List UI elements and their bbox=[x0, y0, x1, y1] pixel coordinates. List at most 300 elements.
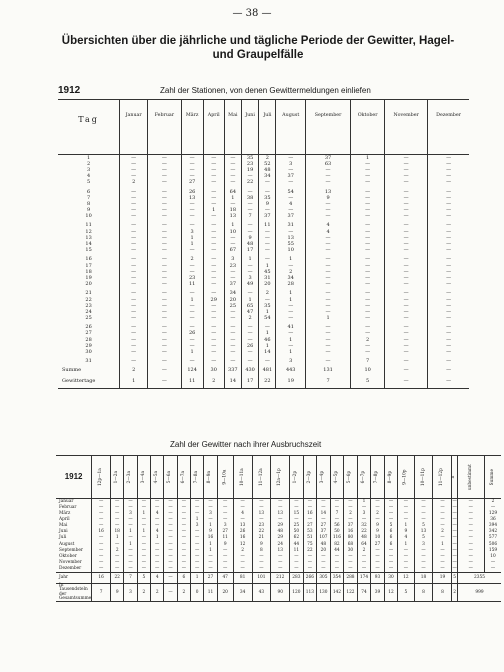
table-cell: 17 bbox=[241, 376, 258, 389]
table-cell: — bbox=[148, 269, 181, 275]
table-cell: 6 bbox=[384, 542, 398, 548]
table-cell: 13 bbox=[414, 529, 433, 535]
table-cell: 1 bbox=[120, 376, 148, 389]
table-cell: 159 bbox=[484, 548, 501, 554]
table-cell: — bbox=[224, 241, 241, 247]
table-cell: 1 bbox=[398, 542, 414, 548]
month-label: Januar bbox=[59, 498, 74, 504]
table-cell: 30 bbox=[344, 548, 358, 554]
table-cell: 34 bbox=[276, 275, 306, 281]
table-cell: — bbox=[384, 548, 398, 554]
table-cell: — bbox=[452, 517, 457, 523]
table-cell: 9 bbox=[252, 542, 271, 548]
table-cell: 37 bbox=[224, 282, 241, 288]
table-cell: 6 bbox=[384, 536, 398, 542]
table-cell: — bbox=[428, 325, 469, 331]
table-cell: 48 bbox=[357, 536, 371, 542]
table-cell: — bbox=[351, 248, 385, 254]
table-cell: — bbox=[398, 517, 414, 523]
table-cell: 2 bbox=[137, 584, 150, 602]
table-cell: — bbox=[259, 325, 276, 331]
table-cell: — bbox=[385, 376, 428, 389]
table-cell: 7 bbox=[351, 359, 385, 365]
day-label: 7 bbox=[87, 194, 91, 201]
table-cell: 8 bbox=[252, 548, 271, 554]
table-cell: 5 bbox=[452, 573, 457, 584]
table-cell: — bbox=[344, 560, 358, 566]
day-label: 17 bbox=[85, 262, 92, 269]
day-label: 24 bbox=[85, 308, 92, 315]
table-cell: — bbox=[398, 499, 414, 506]
table-cell: — bbox=[120, 309, 148, 315]
hour-label: 9—10p bbox=[402, 469, 408, 485]
table-cell: — bbox=[224, 155, 241, 162]
table-cell: — bbox=[484, 566, 501, 573]
table-cell: — bbox=[351, 189, 385, 195]
table-cell: — bbox=[484, 560, 501, 566]
table-cell: — bbox=[385, 201, 428, 207]
table-cell: — bbox=[276, 229, 306, 235]
table-cell: — bbox=[111, 499, 124, 506]
table-cell: 18 bbox=[111, 529, 124, 535]
table-cell: 1 bbox=[124, 529, 137, 535]
month-label: März bbox=[59, 511, 71, 517]
table-cell: 1 bbox=[191, 573, 204, 584]
table-cell: — bbox=[191, 566, 204, 573]
table-cell: 63 bbox=[305, 161, 350, 167]
table-cell: — bbox=[414, 554, 433, 560]
day-label: 27 bbox=[85, 330, 92, 337]
table-cell: — bbox=[111, 542, 124, 548]
table-cell: — bbox=[433, 548, 452, 554]
table-cell: — bbox=[233, 517, 252, 523]
table-cell: — bbox=[305, 174, 350, 180]
table-cell: — bbox=[137, 554, 150, 560]
table-cell: — bbox=[137, 542, 150, 548]
table-cell: — bbox=[259, 248, 276, 254]
table-cell: — bbox=[259, 180, 276, 186]
table-cell: — bbox=[351, 167, 385, 173]
table-cell: — bbox=[385, 235, 428, 241]
table-cell: 64 bbox=[357, 542, 371, 548]
table-cell: — bbox=[217, 511, 233, 517]
table-cell: — bbox=[148, 303, 181, 309]
table-cell: — bbox=[120, 359, 148, 365]
table-cell: — bbox=[203, 229, 224, 235]
table-cell: — bbox=[276, 195, 306, 201]
table-cell: — bbox=[351, 241, 385, 247]
month-label: Oktober bbox=[59, 553, 77, 559]
table-cell: 10 bbox=[484, 554, 501, 560]
table-cell: — bbox=[384, 505, 398, 511]
table-cell: — bbox=[241, 229, 258, 235]
table-cell: — bbox=[241, 189, 258, 195]
table-cell: — bbox=[120, 241, 148, 247]
table-cell: — bbox=[428, 155, 469, 162]
table-cell: — bbox=[271, 566, 290, 573]
table-cell: — bbox=[414, 517, 433, 523]
column-header-hour bbox=[137, 456, 150, 499]
table-cell: 35 bbox=[259, 195, 276, 201]
table-cell: — bbox=[92, 517, 111, 523]
table-cell: — bbox=[385, 248, 428, 254]
table-cell: — bbox=[177, 517, 190, 523]
table-cell: — bbox=[330, 505, 344, 511]
table-cell: — bbox=[259, 297, 276, 303]
table-cell: — bbox=[181, 155, 203, 162]
table-cell: — bbox=[203, 316, 224, 322]
table-cell: — bbox=[164, 529, 177, 535]
day-label: 28 bbox=[85, 336, 92, 343]
table-cell: — bbox=[191, 499, 204, 506]
table-cell: 9 bbox=[204, 529, 217, 535]
table-cell: — bbox=[191, 511, 204, 517]
table-cell: 16 bbox=[233, 536, 252, 542]
table-cell: — bbox=[164, 523, 177, 529]
table-cell: 443 bbox=[276, 365, 306, 376]
table-cell: 17 bbox=[241, 248, 258, 254]
table-cell: — bbox=[305, 291, 350, 297]
table-cell: 27 bbox=[181, 180, 203, 186]
table-cell: — bbox=[120, 208, 148, 214]
table-cell: — bbox=[120, 229, 148, 235]
table-cell: 131 bbox=[305, 365, 350, 376]
table-cell: — bbox=[191, 560, 204, 566]
table-cell: — bbox=[385, 223, 428, 229]
table-cell: — bbox=[317, 554, 331, 560]
table-cell: — bbox=[137, 560, 150, 566]
table-cell: — bbox=[357, 517, 371, 523]
table-cell: 23 bbox=[181, 275, 203, 281]
day-label: 11 bbox=[85, 222, 92, 229]
table-cell: — bbox=[148, 365, 181, 376]
table-cell: 32 bbox=[357, 523, 371, 529]
table-cell: — bbox=[317, 499, 331, 506]
table-cell: — bbox=[181, 291, 203, 297]
table-cell: — bbox=[317, 505, 331, 511]
table-cell: 13 bbox=[271, 548, 290, 554]
table-cell: 30 bbox=[203, 365, 224, 376]
table-cell: — bbox=[120, 248, 148, 254]
table-cell: 9 bbox=[305, 195, 350, 201]
table-cell: 7 bbox=[124, 573, 137, 584]
table-cell: — bbox=[414, 505, 433, 511]
table-cell: — bbox=[241, 325, 258, 331]
table-cell: — bbox=[203, 257, 224, 263]
table-cell: — bbox=[204, 499, 217, 506]
table-cell: — bbox=[92, 560, 111, 566]
column-header-hour bbox=[217, 456, 233, 499]
table-cell: — bbox=[305, 343, 350, 349]
table-cell: — bbox=[252, 499, 271, 506]
table-cell: 4 bbox=[151, 529, 164, 535]
table-cell: 51 bbox=[303, 536, 317, 542]
table-cell: 113 bbox=[303, 584, 317, 602]
table-cell: 55 bbox=[276, 241, 306, 247]
day-label: 13 bbox=[85, 234, 92, 241]
table-cell: 9 bbox=[111, 584, 124, 602]
table-cell: — bbox=[385, 161, 428, 167]
table-cell: 129 bbox=[484, 511, 501, 517]
table-cell: — bbox=[148, 180, 181, 186]
table-cell: — bbox=[120, 214, 148, 220]
table-cell: — bbox=[204, 505, 217, 511]
table-cell: — bbox=[164, 499, 177, 506]
column-header-hour bbox=[398, 456, 414, 499]
day-label: 12 bbox=[85, 228, 92, 235]
table-cell: 1 bbox=[276, 337, 306, 343]
table-cell: — bbox=[276, 303, 306, 309]
row-label: In Tausendsteln der Gesamtsumme bbox=[56, 584, 92, 602]
table-cell: — bbox=[203, 195, 224, 201]
table-cell: 20 bbox=[217, 584, 233, 602]
table-cell: — bbox=[457, 529, 484, 535]
column-header-hour bbox=[124, 456, 137, 499]
table-cell: — bbox=[148, 291, 181, 297]
table-cell: 101 bbox=[252, 573, 271, 584]
table-cell: — bbox=[305, 235, 350, 241]
table-cell: 5 bbox=[351, 376, 385, 389]
table-cell: 12 bbox=[384, 584, 398, 602]
table-cell: 16 bbox=[92, 573, 111, 584]
table-cell: 37 bbox=[276, 214, 306, 220]
table-cell: — bbox=[305, 349, 350, 355]
table-cell: — bbox=[148, 316, 181, 322]
table-cell: — bbox=[241, 263, 258, 269]
table-cell: — bbox=[191, 529, 204, 535]
table-cell: — bbox=[203, 343, 224, 349]
table-cell: — bbox=[271, 517, 290, 523]
table-cell: 36 bbox=[484, 517, 501, 523]
table-cell: — bbox=[351, 263, 385, 269]
table-cell: — bbox=[357, 505, 371, 511]
table-cell: — bbox=[241, 359, 258, 365]
table-cell: — bbox=[181, 223, 203, 229]
table-cell: — bbox=[398, 505, 414, 511]
table-cell: — bbox=[120, 291, 148, 297]
table-cell: — bbox=[92, 523, 111, 529]
table-cell: 16 bbox=[92, 529, 111, 535]
hour-label: 6—7p bbox=[360, 470, 366, 484]
table-cell: 13 bbox=[252, 511, 271, 517]
table-cell: — bbox=[92, 548, 111, 554]
table-cell: — bbox=[203, 303, 224, 309]
day-label: 1 bbox=[87, 154, 91, 161]
table-cell: — bbox=[120, 155, 148, 162]
table-cell: — bbox=[385, 303, 428, 309]
table-cell: — bbox=[124, 536, 137, 542]
table-cell: — bbox=[120, 167, 148, 173]
table-cell: — bbox=[124, 554, 137, 560]
table-cell: 3 bbox=[224, 257, 241, 263]
table-cell: — bbox=[148, 376, 181, 389]
table-cell: — bbox=[452, 529, 457, 535]
table-cell: — bbox=[371, 560, 385, 566]
table-cell: 44 bbox=[290, 542, 304, 548]
table-cell: — bbox=[111, 517, 124, 523]
table-cell: — bbox=[203, 331, 224, 337]
table-cell: 1 bbox=[259, 343, 276, 349]
table-cell: — bbox=[414, 499, 433, 506]
day-label: 22 bbox=[85, 296, 92, 303]
table-cell: 1 bbox=[204, 523, 217, 529]
table-cell: — bbox=[124, 548, 137, 554]
table-cell: — bbox=[137, 517, 150, 523]
table-cell: — bbox=[305, 282, 350, 288]
table-cell: — bbox=[164, 566, 177, 573]
table1-year: 1912 bbox=[58, 85, 81, 96]
column-header-month: Oktober bbox=[351, 100, 385, 155]
table-cell: — bbox=[351, 214, 385, 220]
table-cell: 120 bbox=[290, 584, 304, 602]
table-cell: — bbox=[92, 511, 111, 517]
table-cell: — bbox=[148, 263, 181, 269]
table-cell: — bbox=[385, 316, 428, 322]
table-cell: 2 bbox=[452, 584, 457, 602]
table-cell: — bbox=[137, 566, 150, 573]
table-cell: 22 bbox=[259, 376, 276, 389]
table-cell: — bbox=[351, 161, 385, 167]
table-cell: 9 bbox=[371, 529, 385, 535]
table-cell: — bbox=[120, 161, 148, 167]
table-cell: 34 bbox=[224, 291, 241, 297]
table-cell: 1 bbox=[276, 297, 306, 303]
table-cell: — bbox=[148, 189, 181, 195]
table-cell: 11 bbox=[181, 376, 203, 389]
table-cell: — bbox=[148, 337, 181, 343]
table-cell: — bbox=[124, 523, 137, 529]
table-cell: — bbox=[148, 167, 181, 173]
table-cell: 9 bbox=[259, 201, 276, 207]
table-cell: 3 bbox=[276, 161, 306, 167]
table2-year: 1912 bbox=[56, 456, 92, 499]
table-cell: — bbox=[120, 349, 148, 355]
table-cell: 45 bbox=[259, 269, 276, 275]
table-cell: 122 bbox=[344, 584, 358, 602]
table-cell: — bbox=[276, 316, 306, 322]
table-cell: 90 bbox=[271, 584, 290, 602]
table-cell: 18 bbox=[224, 208, 241, 214]
table-cell: 43 bbox=[252, 584, 271, 602]
table-cell: 1 bbox=[181, 241, 203, 247]
table-cell: — bbox=[164, 536, 177, 542]
table-cell: — bbox=[344, 566, 358, 573]
table-cell: 31 bbox=[276, 223, 306, 229]
table-cell: — bbox=[305, 331, 350, 337]
table-cell: 68 bbox=[344, 542, 358, 548]
column-header-hour bbox=[433, 456, 452, 499]
table-cell: 14 bbox=[317, 511, 331, 517]
table-cell: — bbox=[217, 560, 233, 566]
table-cell: — bbox=[305, 275, 350, 281]
table-cell: 1 bbox=[181, 297, 203, 303]
table-cell: — bbox=[148, 257, 181, 263]
table-cell: — bbox=[203, 174, 224, 180]
column-header-hour bbox=[457, 456, 484, 499]
table-cell: — bbox=[385, 208, 428, 214]
table-cell: 1 bbox=[276, 291, 306, 297]
table-cell: 5 bbox=[414, 536, 433, 542]
table-cell: — bbox=[217, 566, 233, 573]
table-cell: — bbox=[164, 584, 177, 602]
table-cell: 26 bbox=[181, 331, 203, 337]
table-cell: — bbox=[428, 161, 469, 167]
table-cell: — bbox=[344, 499, 358, 506]
table-cell: — bbox=[351, 297, 385, 303]
table-cell: 5 bbox=[137, 573, 150, 584]
table-cell: — bbox=[191, 505, 204, 511]
table-cell: — bbox=[428, 282, 469, 288]
hour-label: 12p—1a bbox=[97, 468, 103, 486]
table-cell: — bbox=[351, 343, 385, 349]
table-cell: — bbox=[351, 201, 385, 207]
table-cell: — bbox=[191, 542, 204, 548]
table-cell: — bbox=[164, 548, 177, 554]
table-cell: — bbox=[233, 560, 252, 566]
table-cell: 1 bbox=[137, 511, 150, 517]
table-cell: — bbox=[398, 566, 414, 573]
table-cell: — bbox=[137, 536, 150, 542]
table-cell: — bbox=[224, 269, 241, 275]
table-cell: — bbox=[305, 257, 350, 263]
day-label: 16 bbox=[85, 256, 92, 263]
table-cell: — bbox=[385, 263, 428, 269]
table-cell: — bbox=[351, 180, 385, 186]
table-cell: 10 bbox=[351, 365, 385, 376]
table-cell: — bbox=[151, 566, 164, 573]
table-cell: — bbox=[428, 167, 469, 173]
table-cell: — bbox=[259, 229, 276, 235]
table-cell: — bbox=[384, 517, 398, 523]
table-cell: 174 bbox=[357, 573, 371, 584]
month-label: August bbox=[59, 541, 75, 547]
hour-label: 4—5p bbox=[333, 470, 339, 484]
table-cell: — bbox=[305, 263, 350, 269]
table-cell: — bbox=[241, 337, 258, 343]
table-cell: 54 bbox=[276, 189, 306, 195]
day-label: 18 bbox=[85, 268, 92, 275]
table-cell: — bbox=[124, 560, 137, 566]
table-cell: — bbox=[351, 195, 385, 201]
table-cell: 21 bbox=[252, 536, 271, 542]
table-cell: 1 bbox=[203, 208, 224, 214]
table-cell: — bbox=[351, 275, 385, 281]
table-cell: — bbox=[351, 174, 385, 180]
table-cell: — bbox=[120, 223, 148, 229]
table-cell: 11 bbox=[217, 536, 233, 542]
table-cell: 2 bbox=[344, 511, 358, 517]
table-cell: — bbox=[428, 349, 469, 355]
table-cell: — bbox=[428, 297, 469, 303]
table-cell: — bbox=[181, 248, 203, 254]
table-cell: 41 bbox=[276, 325, 306, 331]
column-header-hour bbox=[384, 456, 398, 499]
table-cell: 2 bbox=[371, 511, 385, 517]
month-label: Mai bbox=[59, 523, 68, 529]
table-cell: — bbox=[452, 559, 457, 565]
table-cell: — bbox=[428, 376, 469, 389]
table-cell: — bbox=[124, 505, 137, 511]
table-cell: — bbox=[259, 241, 276, 247]
table-cell: — bbox=[181, 174, 203, 180]
table-cell: — bbox=[224, 349, 241, 355]
day-label: 8 bbox=[87, 200, 91, 207]
table-cell: — bbox=[385, 297, 428, 303]
table-cell: — bbox=[433, 517, 452, 523]
table-cell: 288 bbox=[344, 573, 358, 584]
table-cell: — bbox=[224, 180, 241, 186]
table-cell: 1 bbox=[137, 529, 150, 535]
